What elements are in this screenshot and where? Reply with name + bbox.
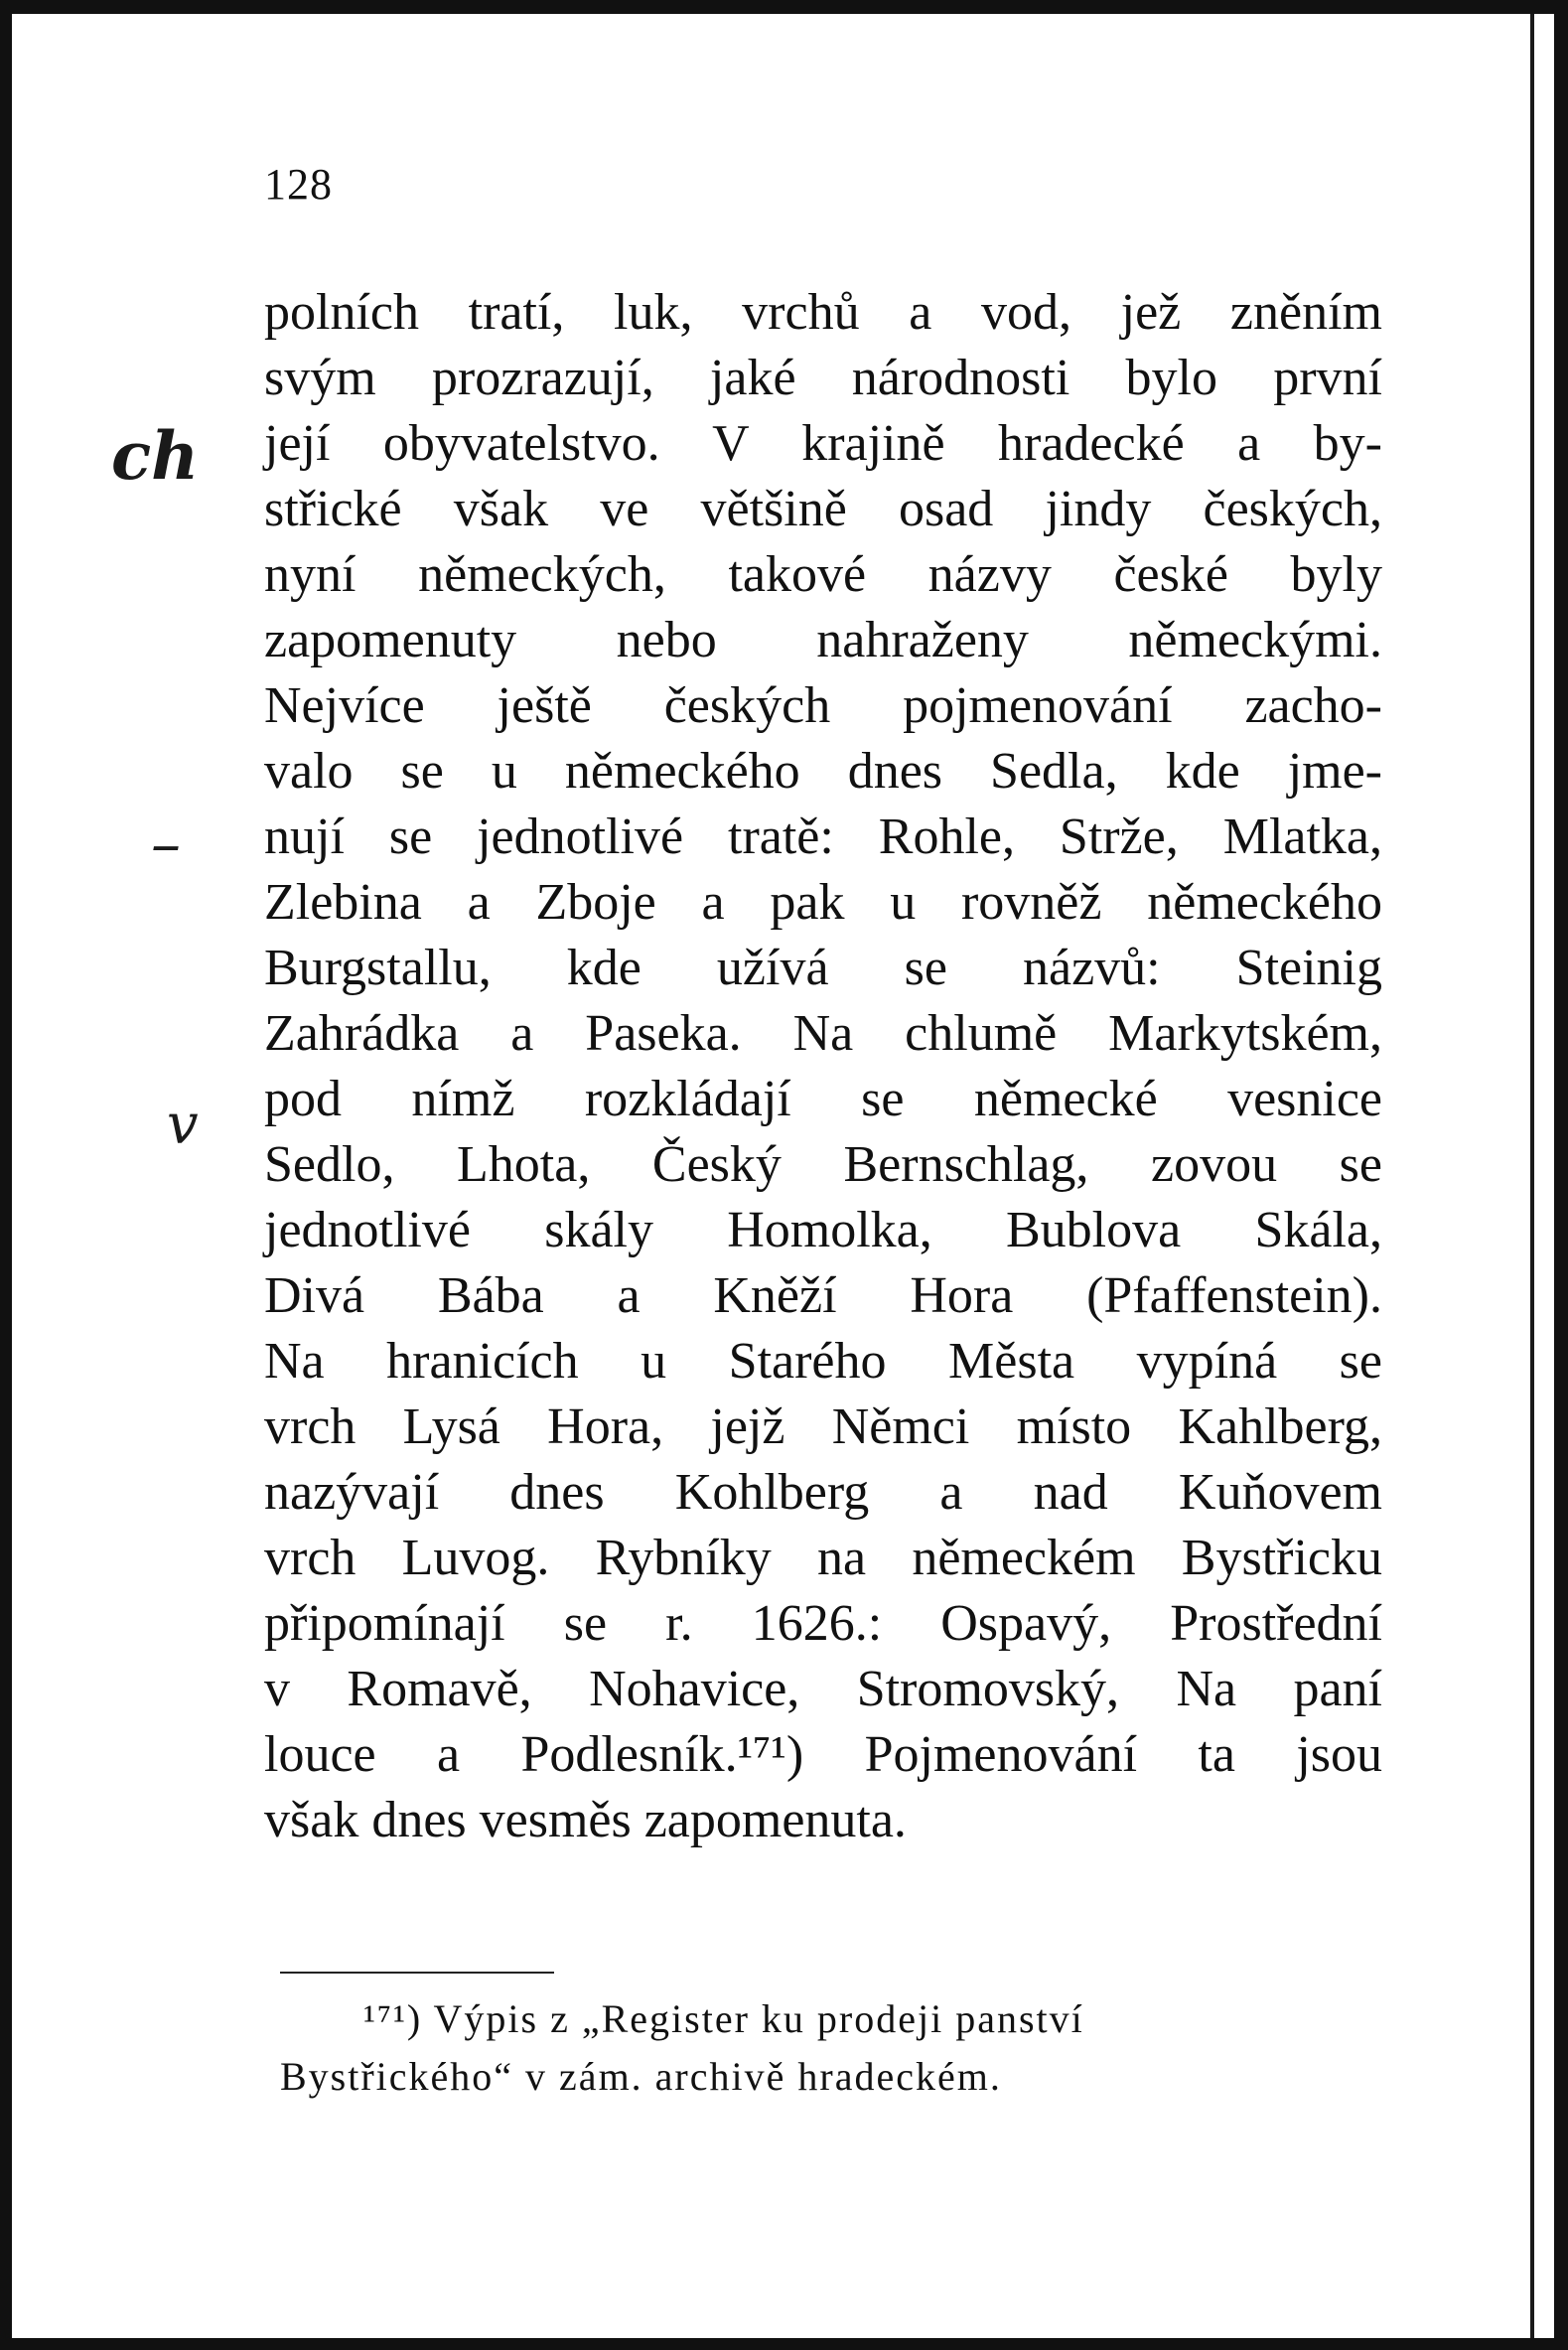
- margin-note-ch: ch: [111, 417, 200, 495]
- page-edge-line: [1530, 14, 1554, 2338]
- text-line: Nejvíce ještě českých pojmenování zacho-: [264, 677, 1382, 734]
- text-line: vrch Lysá Hora, jejž Němci místo Kahlberg,: [264, 1398, 1382, 1455]
- text-line: Sedlo, Lhota, Český Bernschlag, zovou se: [264, 1136, 1382, 1193]
- text-line: zapomenuty nebo nahraženy německými.: [264, 612, 1382, 668]
- text-line: polních tratí, luk, vrchů a vod, jež zněním: [264, 284, 1382, 341]
- margin-note-dash: –: [151, 809, 181, 879]
- text-line: Zahrádka a Paseka. Na chlumě Markytském,: [264, 1005, 1382, 1062]
- margin-note-check: v: [167, 1093, 199, 1157]
- text-line: střické však ve většině osad jindy českých,: [264, 481, 1382, 537]
- text-line: v Romavě, Nohavice, Stromovský, Na paní: [264, 1661, 1382, 1717]
- footnote-line: Bystřického“ v zám. archivě hradeckém.: [280, 2054, 1002, 2099]
- footnote-rule: [280, 1972, 554, 1974]
- body-text: [264, 280, 1382, 1853]
- footnote-line: ¹⁷¹) Výpis z „Register ku prodeji panství: [363, 1996, 1084, 2041]
- footnote: [280, 1990, 1382, 2106]
- text-line: však dnes vesměs zapomenuta.: [264, 1792, 907, 1848]
- text-line: Zlebina a Zboje a pak u rovněž německého: [264, 874, 1382, 931]
- text-line: pod nímž rozkládají se německé vesnice: [264, 1071, 1382, 1127]
- text-line: připomínají se r. 1626.: Ospavý, Prostřední: [264, 1595, 1382, 1652]
- text-line: jednotlivé skály Homolka, Bublova Skála,: [264, 1202, 1382, 1258]
- text-line: Na hranicích u Starého Města vypíná se: [264, 1333, 1382, 1390]
- text-line: vrch Luvog. Rybníky na německém Bystřicku: [264, 1530, 1382, 1586]
- text-line: louce a Podlesník.¹⁷¹) Pojmenování ta jsou: [264, 1726, 1382, 1783]
- text-line: nyní německých, takové názvy české byly: [264, 546, 1382, 603]
- text-line: nují se jednotlivé tratě: Rohle, Strže, Mlatka,: [264, 808, 1382, 865]
- text-line: svým prozrazují, jaké národnosti bylo první: [264, 350, 1382, 406]
- text-line: nazývají dnes Kohlberg a nad Kuňovem: [264, 1464, 1382, 1521]
- page-number: 128: [264, 160, 333, 209]
- text-line: valo se u německého dnes Sedla, kde jme-: [264, 743, 1382, 800]
- text-line: její obyvatelstvo. V krajině hradecké a by-: [264, 415, 1382, 472]
- text-line: Burgstallu, kde užívá se názvů: Steinig: [264, 940, 1382, 996]
- text-line: Divá Bába a Kněží Hora (Pfaffenstein).: [264, 1267, 1382, 1324]
